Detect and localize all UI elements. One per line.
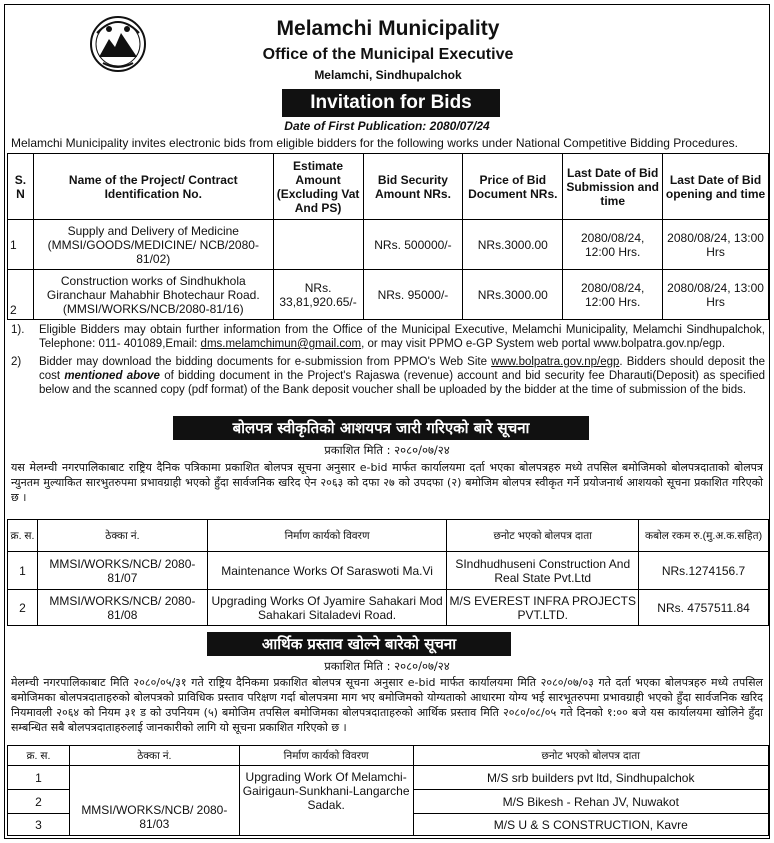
acceptance-paragraph: यस मेलम्ची नगरपालिकाबाट राष्ट्रिय दैनिक पत्रिकामा प्रकाशित बोलपत्र सूचना अनुसार e-bid मार्फत कार्यालयमा दर्ता भएका बोलपत्रहरु मध्ये तपसिल बमोजिमको बोलपत्रदाताको बोलपत्र न्युनतम मुल्याकित सारभुतरुपमा प्रभावग्राही भएको हुँदा सार्वजनिक खरिद ऐन २०६३ को दफा २७ को उपदफा (२) बमोजिम बोलपत्र स्वीकृत गर्ने प्रयोजनार्थ आशयको सूचना प्रकाशित गरिएको छ । [11, 461, 763, 504]
cell-estimate: NRs. 33,81,920.65/- [273, 270, 363, 320]
acceptance-date: प्रकाशित मिति : २०८०/०७/२४ [324, 443, 450, 457]
header-estimate: Estimate Amount (Excluding Vat And PS) [273, 154, 363, 220]
header-opening: Last Date of Bid opening and time [663, 154, 769, 220]
table-row: 2 MMSI/WORKS/NCB/ 2080-81/08 Upgrading Works Of Jyamire Sahakari Mod Sahakari Sitaladevi Road. M/S EVEREST INFRA PROJECTS PVT.LTD. NRs. 4757511.84 [8, 590, 769, 626]
note-2: 2) Bidder may download the bidding documents for e-submission from PPMO's Web Site www.bolpatra.gov.np/egp. Bidders should deposit the cost mentioned above of bidding document in the Project's Rajaswa (revenue) account and bid security fee Dharauti(Deposit) as specified below and the scanned copy (pdf format) of the Bank deposit voucher shall be uploaded by the bidder at the time of submission of the bids. [11, 356, 765, 396]
header-submission: Last Date of Bid Submission and time [563, 154, 663, 220]
cell-sn: 1 [8, 220, 34, 270]
cell-submission: 2080/08/24, 12:00 Hrs. [563, 220, 663, 270]
table-row: 1 MMSI/WORKS/NCB/ 2080-81/07 Maintenance Works Of Saraswoti Ma.Vi SIndhudhuseni Construction And Real State Pvt.Ltd NRs.1274156.7 [8, 552, 769, 590]
municipality-title: Melamchi Municipality [276, 17, 500, 40]
table-header-row: क्र. स. ठेक्का नं. निर्माण कार्यको विवरण छनोट भएको बोलपत्र दाता [8, 746, 769, 766]
invitation-banner: Invitation for Bids [282, 89, 500, 117]
table-row: 1 MMSI/WORKS/NCB/ 2080-81/03 Upgrading Work Of Melamchi-Gairigaun-Sunkhani-Langarche Sadak. M/S srb builders pvt ltd, Sindhupalchok [8, 766, 769, 790]
cell-opening: 2080/08/24, 13:00 Hrs [663, 270, 769, 320]
cell-work: Upgrading Work Of Melamchi-Gairigaun-Sunkhani-Langarche Sadak. [239, 766, 413, 836]
cell-project: Construction works of Sindhukhola Giranchaur Mahabhir Bhotechaur Road. (MMSI/WORKS/NCB/2080-81/16) [33, 270, 273, 320]
cell-project: Supply and Delivery of Medicine (MMSI/GOODS/MEDICINE/ NCB/2080-81/02) [33, 220, 273, 270]
cell-security: NRs. 95000/- [363, 270, 463, 320]
table-header-row: क्र. स. ठेक्का नं. निर्माण कार्यको विवरण छनोट भएको बोलपत्र दाता कबोल रकम रु.(मु.अ.क.सहित) [8, 520, 769, 552]
office-subtitle: Office of the Municipal Executive [262, 46, 514, 63]
notice-page [4, 4, 770, 839]
financial-paragraph: मेलम्ची नगरपालिकाबाट मिति २०८०/०५/३१ गते राष्ट्रिय दैनिकमा प्रकाशित बोलपत्र सूचना अनुसार e-bid मार्फत कार्यालयमा मिति २०८०/०७/०३ गते दर्ता भएका बोलपत्रहरु मध्ये तपसिल बमोजिमका बोलपत्रदाताहरुको बोलपत्रको प्राविधिक प्रस्ताव परिक्षण गर्दा बोलपत्रमा माग भए बमोजिमको योग्यताको आधारमा योग्य भई सारभूतरुपमा प्रभावग्राही भएको हुँदा सार्वजनिक खरिद नियमावली २०६४ को नियम ३१ ड को उपनियम (५) बमोजिम तपसिल बमोजिमका बोलपत्रदाताहरुको आर्थिक प्रस्ताव मिति २०८०/०८/०५ गते दिनको १:०० बजे यस कार्यालयमा खोलिने हुँदा सम्बन्धित सबै बोलपत्रदाताहरुलाई जानकारीको लागि यो सूचना प्रकाशित गरिएको छ । [11, 676, 763, 734]
header-project: Name of the Project/ Contract Identification No. [33, 154, 273, 220]
note-number: 2) [11, 356, 22, 368]
table-row: 3 M/S U & S CONSTRUCTION, Kavre [8, 814, 769, 836]
cell-security: NRs. 500000/- [363, 220, 463, 270]
acceptance-banner: बोलपत्र स्वीकृतिको आशयपत्र जारी गरिएको बारे सूचना [173, 416, 589, 440]
cell-estimate [273, 220, 363, 270]
financial-banner: आर्थिक प्रस्ताव खोल्ने बारेको सूचना [207, 632, 511, 656]
cell-opening: 2080/08/24, 13:00 Hrs [663, 220, 769, 270]
cell-price: NRs.3000.00 [463, 220, 563, 270]
bid-table [7, 153, 769, 320]
table-header-row [8, 154, 769, 220]
intro-text: Melamchi Municipality invites electronic bids from eligible bidders for the following works under National Competitive Bidding Procedures. [11, 136, 739, 150]
table-row [8, 270, 769, 320]
email-link[interactable]: dms.melamchimun@gmail.com [200, 338, 362, 350]
header-sn: S. N [8, 154, 34, 220]
cell-sn: 2 [8, 270, 34, 320]
header-price: Price of Bid Document NRs. [463, 154, 563, 220]
cell-price: NRs.3000.00 [463, 270, 563, 320]
financial-date: प्रकाशित मिति : २०८०/०७/२४ [324, 659, 450, 673]
financial-table [7, 745, 769, 836]
location-line: Melamchi, Sindhupalchok [314, 68, 462, 82]
table-row [8, 220, 769, 270]
cell-submission: 2080/08/24, 12:00 Hrs. [563, 270, 663, 320]
header [5, 5, 771, 83]
bolpatra-link[interactable]: www.bolpatra.gov.np/egp [491, 356, 620, 368]
table-row: 2 M/S Bikesh - Rehan JV, Nuwakot [8, 790, 769, 814]
note-1: 1). Eligible Bidders may obtain further information from the Office of the Municipal Executive, Melamchi Municipality, Melamchi Sindhupalchok, Telephone: 011- 401089,Email: dms.melamchimun@gmail.com, or may visit PPMO e-GP System web portal www.bolpatra.gov.np/egp. [11, 324, 765, 350]
acceptance-table [7, 519, 769, 626]
header-security: Bid Security Amount NRs. [363, 154, 463, 220]
cell-contract: MMSI/WORKS/NCB/ 2080-81/03 [69, 766, 239, 836]
publication-date: Date of First Publication: 2080/07/24 [284, 119, 490, 133]
note-number: 1). [11, 324, 25, 336]
